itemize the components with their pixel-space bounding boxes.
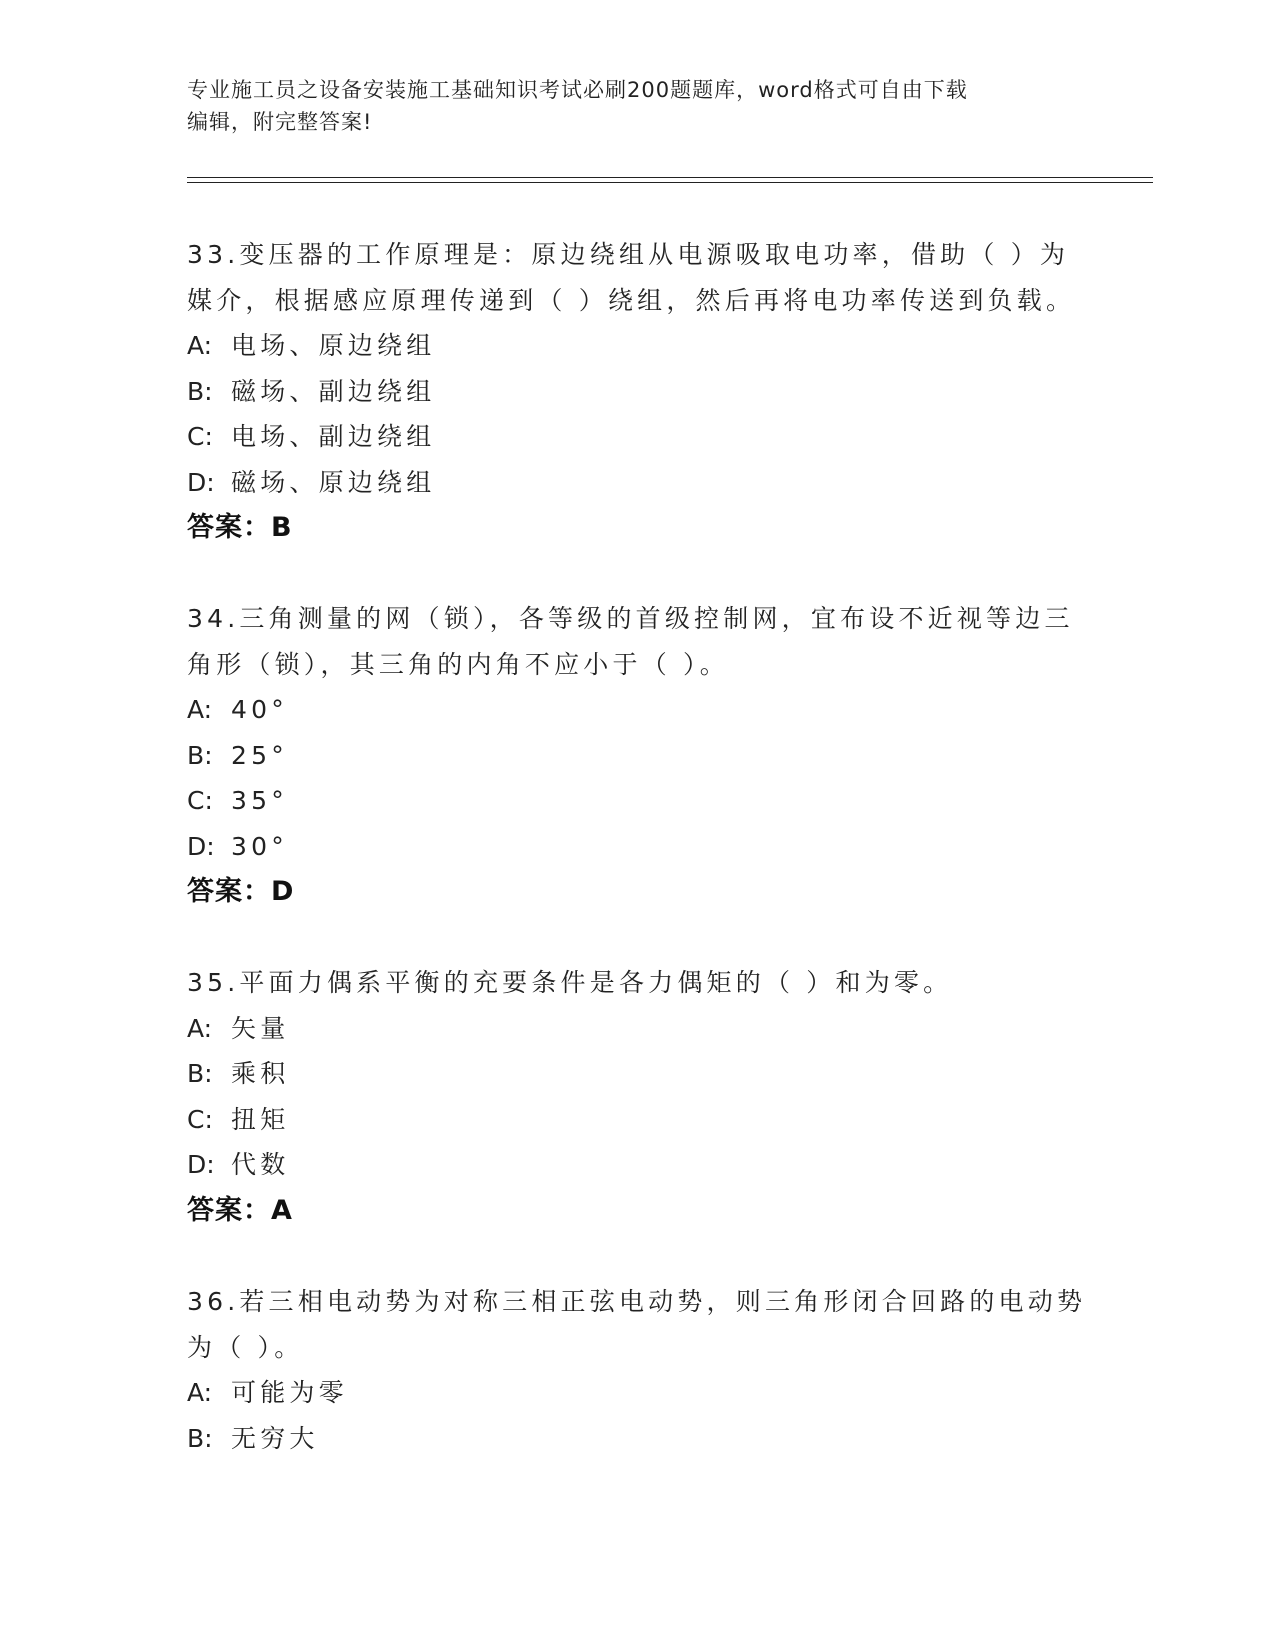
question-text-line: 35.平面力偶系平衡的充要条件是各力偶矩的（ ）和为零。	[187, 968, 953, 997]
option-d	[187, 824, 1087, 870]
option-c	[187, 1097, 1087, 1143]
option-letter: B:	[187, 1059, 213, 1088]
option-letter: A:	[187, 1378, 213, 1407]
option-letter: B:	[187, 376, 213, 406]
option-d	[187, 460, 1087, 506]
answer-label: 答案：A	[187, 1194, 293, 1226]
option-a	[187, 1370, 1087, 1416]
question-36	[187, 1279, 1087, 1461]
question-text-line: 34.三角测量的网（锁），各等级的首级控制网，宜布设不近视等边三	[187, 604, 1074, 633]
option-b	[187, 369, 1087, 415]
option-letter: C:	[187, 786, 213, 815]
option-b	[187, 1051, 1087, 1097]
option-text: 40°	[231, 695, 288, 724]
option-text: 电场、副边绕组	[231, 422, 436, 451]
option-a	[187, 323, 1087, 369]
answer-label: 答案：B	[187, 512, 293, 543]
option-text: 25°	[231, 740, 288, 770]
question-text-line: 媒介，根据感应原理传递到（ ）绕组，然后再将电功率传送到负载。	[187, 285, 1076, 315]
question-34	[187, 596, 1087, 915]
option-text: 扭矩	[231, 1104, 290, 1134]
question-text-line: 36.若三相电动势为对称三相正弦电动势，则三角形闭合回路的电动势	[187, 1287, 1087, 1316]
option-text: 可能为零	[231, 1378, 348, 1407]
question-35	[187, 960, 1087, 1233]
option-b	[187, 1416, 1087, 1462]
option-letter: A:	[187, 331, 213, 360]
option-letter: A:	[187, 695, 213, 724]
question-text-line: 33.变压器的工作原理是：原边绕组从电源吸取电功率，借助（ ）为	[187, 240, 1070, 269]
option-text: 30°	[231, 831, 288, 861]
header-line-2: 编辑，附完整答案!	[187, 110, 373, 134]
option-text: 无穷大	[231, 1423, 319, 1453]
option-letter: D:	[187, 1150, 215, 1179]
option-text: 磁场、原边绕组	[231, 467, 436, 497]
option-letter: D:	[187, 467, 215, 497]
option-text: 代数	[231, 1150, 290, 1179]
option-letter: B:	[187, 740, 213, 770]
header-divider-top	[187, 177, 1153, 178]
option-c	[187, 778, 1087, 824]
option-letter: C:	[187, 422, 213, 451]
option-letter: C:	[187, 1104, 213, 1134]
option-b	[187, 733, 1087, 779]
option-text: 电场、原边绕组	[231, 331, 436, 360]
document-header	[187, 74, 1087, 138]
option-text: 矢量	[231, 1013, 290, 1043]
question-33	[187, 232, 1087, 551]
option-a	[187, 687, 1087, 733]
option-text: 乘积	[231, 1059, 290, 1088]
header-line-1: 专业施工员之设备安装施工基础知识考试必刷200题题库，word格式可自由下载	[187, 78, 968, 102]
answer-label: 答案：D	[187, 876, 295, 907]
question-text-line: 为（ ）。	[187, 1332, 304, 1362]
option-letter: B:	[187, 1423, 213, 1453]
option-letter: A:	[187, 1013, 213, 1043]
option-text: 磁场、副边绕组	[231, 376, 436, 406]
option-a	[187, 1006, 1087, 1052]
option-d	[187, 1142, 1087, 1188]
option-text: 35°	[231, 786, 288, 815]
option-letter: D:	[187, 831, 215, 861]
header-divider-bottom	[187, 182, 1153, 183]
question-text-line: 角形（锁），其三角的内角不应小于（ ）。	[187, 649, 729, 679]
option-c	[187, 414, 1087, 460]
